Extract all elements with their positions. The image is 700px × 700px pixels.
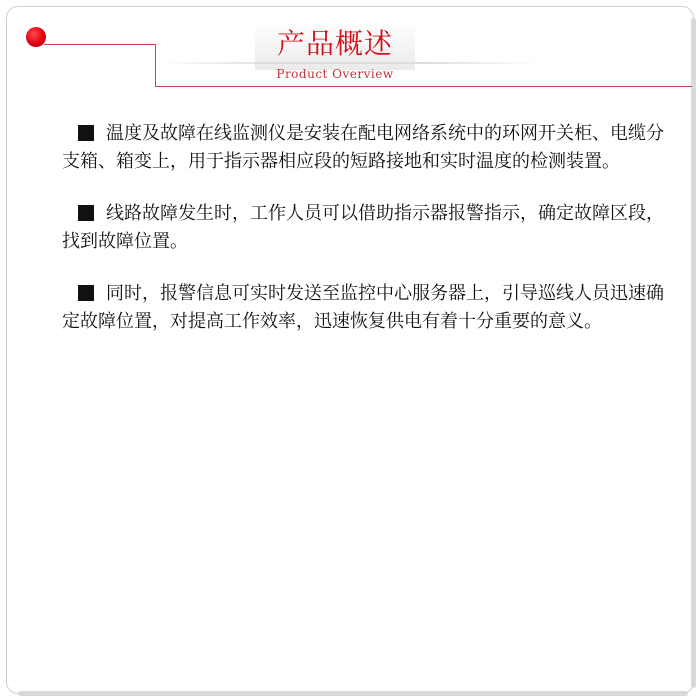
paragraph-text: 温度及故障在线监测仪是安装在配电网络系统中的环网开关柜、电缆分支箱、箱变上，用于指示器相应段的短路接地和实时温度的检测装置。 <box>62 123 664 172</box>
header-divider-top <box>44 44 155 45</box>
section-subtitle: Product Overview <box>276 67 394 81</box>
paragraph-3 <box>62 280 668 336</box>
panel-shadow-right <box>691 18 696 688</box>
paragraph-text: 同时，报警信息可实时发送至监控中心服务器上，引导巡线人员迅速确定故障位置，对提高工作效率，迅速恢复供电有着十分重要的意义。 <box>62 283 664 332</box>
header-divider-vertical <box>155 44 156 87</box>
panel-shadow-bottom <box>18 691 688 696</box>
black-square-bullet-icon <box>78 125 94 141</box>
header-divider-bottom <box>155 86 692 87</box>
overview-content <box>62 120 668 360</box>
paragraph-2 <box>62 200 668 256</box>
section-title: 产品概述 <box>276 27 393 60</box>
paragraph-text: 线路故障发生时，工作人员可以借助指示器报警指示，确定故障区段，找到故障位置。 <box>62 203 664 252</box>
red-dot-icon <box>26 27 46 47</box>
paragraph-1 <box>62 120 668 176</box>
black-square-bullet-icon <box>78 285 94 301</box>
black-square-bullet-icon <box>78 205 94 221</box>
